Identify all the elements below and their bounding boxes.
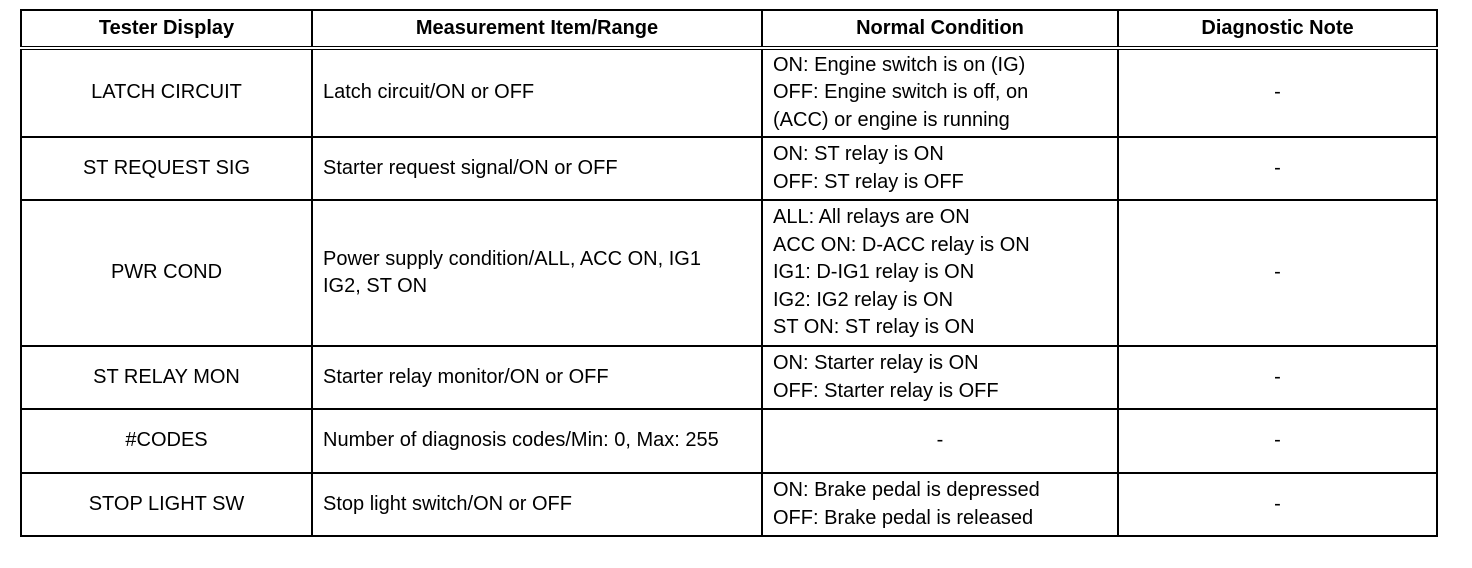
diagnostic-note-cell: - (1118, 137, 1437, 200)
tester-display-cell: #CODES (21, 409, 312, 473)
diagnostic-note-cell: - (1118, 200, 1437, 346)
tester-display-cell: LATCH CIRCUIT (21, 48, 312, 137)
condition-line: ON: Starter relay is ON (773, 352, 979, 374)
diagnostic-note-cell: - (1118, 409, 1437, 473)
diagnostic-note-cell: - (1118, 346, 1437, 409)
diagnostic-data-table (20, 9, 1438, 537)
diagnostic-note-cell: - (1118, 48, 1437, 137)
normal-condition-cell (762, 346, 1118, 409)
condition-line: (ACC) or engine is running (773, 108, 1010, 131)
normal-condition-cell (762, 473, 1118, 536)
table-row (21, 346, 1437, 409)
table-row (21, 48, 1437, 137)
normal-condition-cell: - (762, 409, 1118, 473)
condition-line: ON: Brake pedal is depressed (773, 479, 1040, 501)
table-row (21, 473, 1437, 536)
measurement-text: Number of diagnosis codes/Min: 0, Max: 255 (323, 429, 719, 452)
condition-line: OFF: ST relay is OFF (773, 170, 964, 193)
condition-line: IG1: D-IG1 relay is ON (773, 261, 975, 284)
measurement-cell: Starter request signal/ON or OFF (312, 137, 762, 200)
table-row (21, 137, 1437, 200)
condition-line: IG2: IG2 relay is ON (773, 288, 954, 311)
table-row (21, 409, 1437, 473)
diagnostic-note-cell: - (1118, 473, 1437, 536)
tester-display-cell: ST RELAY MON (21, 346, 312, 409)
measurement-cell (312, 200, 762, 346)
tester-display-cell: PWR COND (21, 200, 312, 346)
header-row (21, 10, 1437, 48)
header-normal-condition: Normal Condition (762, 10, 1118, 48)
condition-line: ST ON: ST relay is ON (773, 316, 975, 339)
condition-line: ALL: All relays are ON (773, 206, 970, 229)
measurement-cell: Starter relay monitor/ON or OFF (312, 346, 762, 409)
condition-line: ACC ON: D-ACC relay is ON (773, 233, 1030, 256)
normal-condition-cell (762, 137, 1118, 200)
normal-condition-cell (762, 48, 1118, 137)
table-row (21, 200, 1437, 346)
condition-line: ON: Engine switch is on (IG) (773, 53, 1026, 76)
measurement-text: Power supply condition/ALL, ACC ON, IG1 IG2, ST ON (323, 247, 701, 297)
measurement-cell (312, 409, 762, 473)
condition-line: OFF: Starter relay is OFF (773, 379, 999, 402)
condition-line: ON: ST relay is ON (773, 143, 944, 165)
header-diagnostic-note: Diagnostic Note (1118, 10, 1437, 48)
measurement-cell: Stop light switch/ON or OFF (312, 473, 762, 536)
measurement-cell: Latch circuit/ON or OFF (312, 48, 762, 137)
condition-line: OFF: Engine switch is off, on (773, 81, 1029, 104)
normal-condition-cell (762, 200, 1118, 346)
header-measurement-item: Measurement Item/Range (312, 10, 762, 48)
header-tester-display: Tester Display (21, 10, 312, 48)
tester-display-cell: STOP LIGHT SW (21, 473, 312, 536)
tester-display-cell: ST REQUEST SIG (21, 137, 312, 200)
condition-line: OFF: Brake pedal is released (773, 506, 1034, 529)
